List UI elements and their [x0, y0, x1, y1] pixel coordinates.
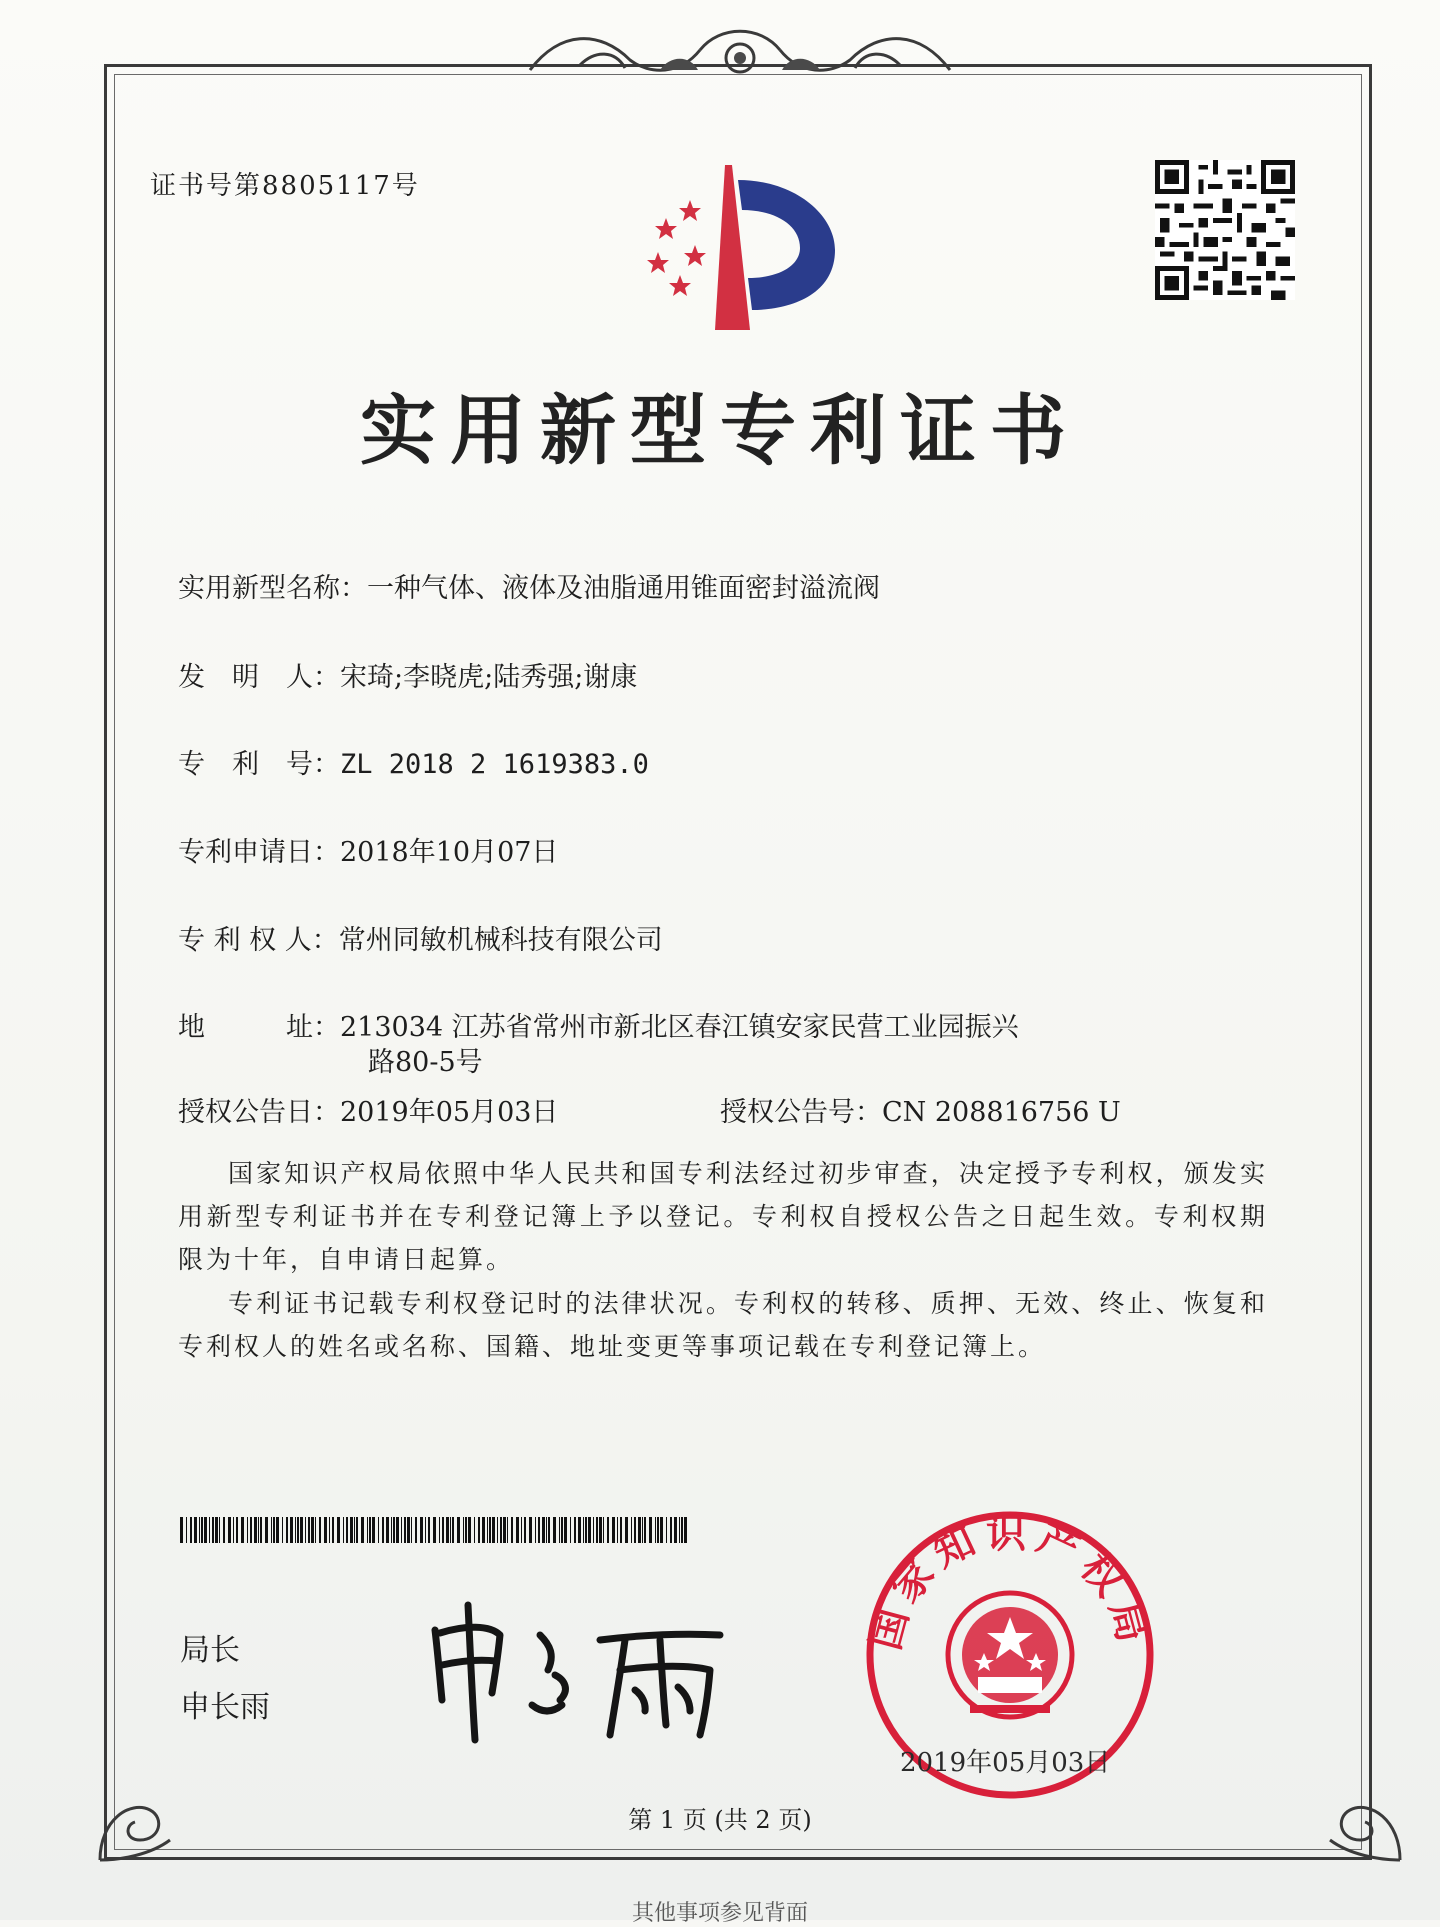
grant-number-label: 授权公告号：: [720, 1097, 882, 1128]
grant-date-value: 2019年05月03日: [340, 1097, 559, 1128]
inventor-value: 宋琦;李晓虎;陆秀强;谢康: [340, 662, 638, 693]
patentee-row: [178, 918, 663, 957]
statement-paragraph-2: 专利证书记载专利权登记时的法律状况。专利权的转移、质押、无效、终止、恢复和专利权人的姓名或名称、国籍、地址变更等事项记载在专利登记簿上。: [178, 1289, 1268, 1361]
director-title: 局长: [180, 1633, 240, 1668]
barcode-icon: [180, 1517, 690, 1543]
utility-model-name-value: 一种气体、液体及油脂通用锥面密封溢流阀: [367, 573, 880, 604]
address-value-line1: 213034 江苏省常州市新北区春江镇安家民营工业园振兴: [340, 1012, 1019, 1043]
patent-number-value: ZL 2018 2 1619383.0: [340, 749, 649, 780]
top-ornament-icon: [520, 20, 960, 90]
utility-model-name-row: [178, 566, 880, 605]
statement-paragraph-1: 国家知识产权局依照中华人民共和国专利法经过初步审查，决定授予专利权，颁发实用新型专利证书并在专利登记簿上予以登记。专利权自授权公告之日起生效。专利权期限为十年，自申请日起算。: [178, 1159, 1268, 1274]
address-row-continued: [368, 1040, 483, 1079]
application-date-value: 2018年10月07日: [340, 837, 559, 868]
back-note: 其他事项参见背面: [631, 1901, 808, 1926]
utility-model-name-label: 实用新型名称：: [178, 573, 367, 604]
address-value-line2: 路80-5号: [368, 1047, 483, 1078]
patent-office-emblem-icon: [620, 160, 850, 335]
patentee-label: 专 利 权 人：: [178, 925, 339, 956]
director-name: 申长雨: [180, 1690, 270, 1725]
page-number: 第 1 页 (共 2 页): [628, 1806, 812, 1834]
qr-code-icon: [1155, 160, 1295, 300]
certificate-title: 实用新型专利证书: [360, 386, 1080, 475]
inventor-row: [178, 655, 637, 694]
inventor-label: 发 明 人：: [178, 662, 340, 693]
certificate-number: 证书号第8805117号: [150, 171, 420, 201]
grant-number-value: CN 208816756 U: [882, 1097, 1121, 1128]
seal-date: 2019年05月03日: [900, 1748, 1111, 1778]
grant-date-label: 授权公告日：: [178, 1097, 340, 1128]
inner-border: [114, 74, 1362, 1850]
grant-date-row: [178, 1090, 558, 1129]
application-date-label: 专利申请日：: [178, 837, 340, 868]
patent-number-label: 专 利 号：: [178, 749, 340, 780]
patent-number-row: [178, 742, 649, 781]
address-row: [178, 1005, 1019, 1044]
application-date-row: [178, 830, 558, 869]
grant-number-row: [720, 1090, 1121, 1129]
patentee-value: 常州同敏机械科技有限公司: [338, 925, 663, 956]
address-label: 地 址：: [178, 1012, 340, 1043]
seal-text: 国家知识产权局: [862, 1511, 1158, 1655]
director-signature-icon: [420, 1595, 750, 1745]
